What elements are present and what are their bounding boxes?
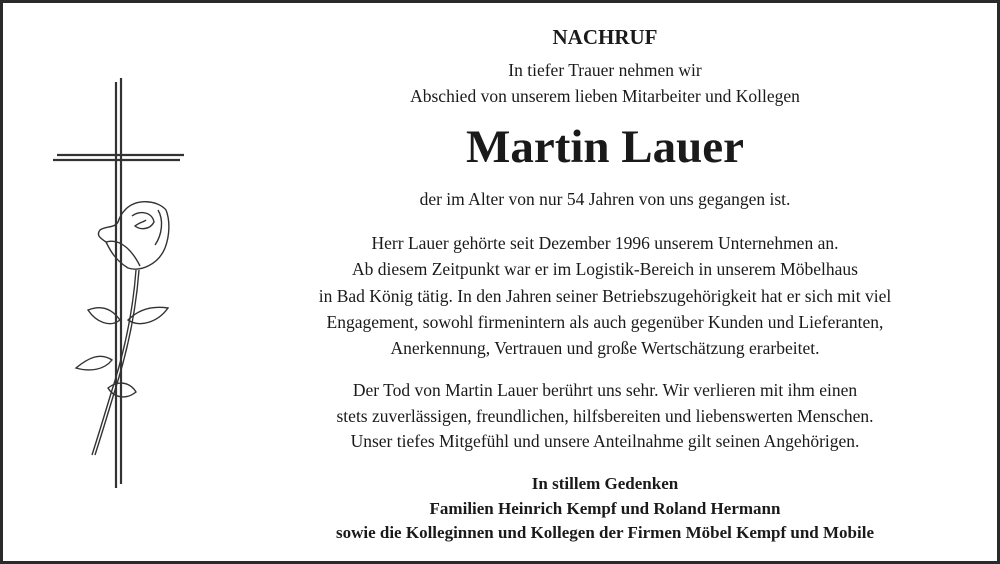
closing-line: In stillem Gedenken [531, 474, 679, 493]
obituary-text [260, 0, 950, 564]
paragraph2-line: Unser tiefes Mitgefühl und unsere Anteilnahme gilt seinen Angehörigen. [350, 431, 860, 451]
cross-rose-icon [40, 70, 200, 500]
paragraph2-line: Der Tod von Martin Lauer berührt uns sehr. Wir verlieren mit ihm einen [352, 380, 858, 400]
closing-line: Familien Heinrich Kempf und Roland Hermann [429, 499, 781, 518]
paragraph1-line: Ab diesem Zeitpunkt war er im Logistik-Bereich in unserem Möbelhaus [352, 259, 858, 279]
paragraph1-line: Engagement, sowohl firmenintern als auch gegenüber Kunden und Lieferanten, [326, 312, 884, 332]
closing-line: sowie die Kolleginnen und Kollegen der Firmen Möbel Kempf und Mobile [335, 523, 875, 542]
intro-line: In tiefer Trauer nehmen wir [508, 60, 702, 80]
age-line: der im Alter von nur 54 Jahren von uns gegangen ist. [419, 189, 791, 209]
paragraph1-line: Anerkennung, Vertrauen und große Wertschätzung erarbeitet. [390, 338, 820, 358]
intro-line: Abschied von unserem lieben Mitarbeiter und Kollegen [410, 86, 800, 106]
heading: NACHRUF [552, 25, 658, 49]
deceased-name: Martin Lauer [465, 121, 745, 173]
paragraph1-line: Herr Lauer gehörte seit Dezember 1996 unserem Unternehmen an. [371, 233, 839, 253]
paragraph1-line: in Bad König tätig. In den Jahren seiner Betriebszugehörigkeit hat er sich mit viel [318, 286, 892, 306]
paragraph2-line: stets zuverlässigen, freundlichen, hilfsbereiten und liebenswerten Menschen. [336, 406, 874, 426]
